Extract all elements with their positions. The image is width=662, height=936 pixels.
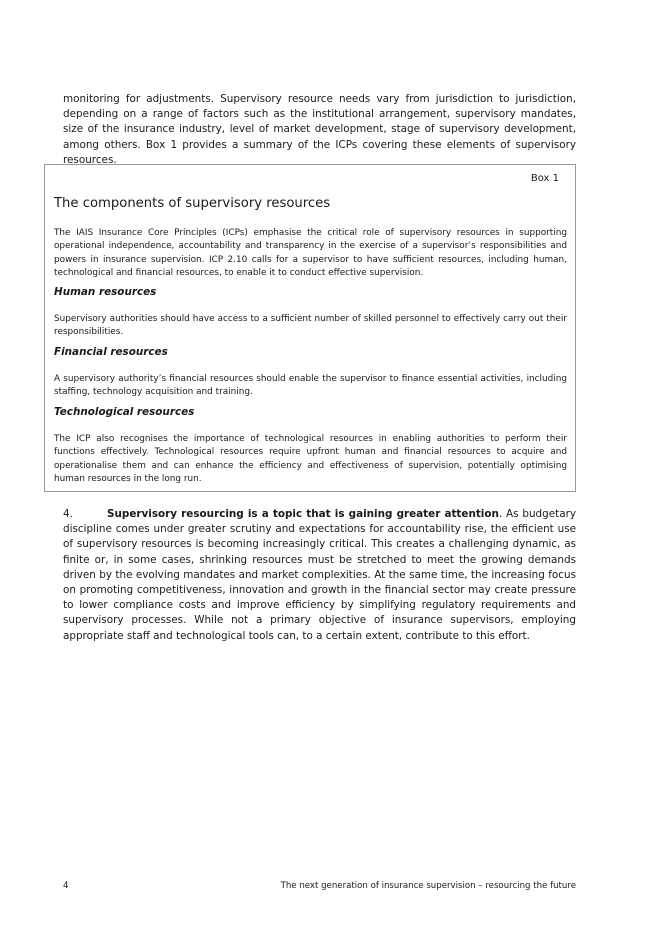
human-resources-text: Supervisory authorities should have access to a sufficient number of skilled personnel to effectively carry out their responsibilities. bbox=[54, 314, 567, 338]
paragraph-number: 4. bbox=[63, 508, 73, 520]
box-title: The components of supervisory resources bbox=[54, 196, 331, 211]
paragraph-lead: Supervisory resourcing is a topic that is gaining greater attention bbox=[107, 508, 499, 520]
paragraph-4 bbox=[63, 507, 576, 644]
box-intro-paragraph: The IAIS Insurance Core Principles (ICPs) emphasise the critical role of supervisory resources in supporting operational independence, accountability and transparency in the exercise of a supervisor’s responsibilities and powers in insurance supervision. ICP 2.10 calls for a supervisor to have sufficient resources, including human, technological and financial resources, to enable it to conduct effective supervision. bbox=[54, 228, 567, 278]
page-number: 4 bbox=[63, 881, 69, 891]
financial-resources-text: A supervisory authority’s financial resources should enable the supervisor to finance essential activities, including staffing, technology acquisition and training. bbox=[54, 374, 567, 398]
human-resources-heading: Human resources bbox=[54, 286, 157, 298]
box-label: Box 1 bbox=[530, 173, 559, 184]
technological-resources-text: The ICP also recognises the importance of technological resources in enabling authorities to perform their functions effectively. Technological resources require upfront human and financial resources to acquire and operationalise them and can enhance the efficiency and effectiveness of supervision, potentially optimising human resources in the long run. bbox=[54, 434, 567, 484]
technological-resources-heading: Technological resources bbox=[54, 406, 195, 418]
footer-title: The next generation of insurance supervision – resourcing the future bbox=[280, 881, 576, 891]
intro-paragraph: monitoring for adjustments. Supervisory resource needs vary from jurisdiction to jurisdiction, depending on a range of factors such as the institutional arrangement, supervisory mandates, size of the insurance industry, level of market development, stage of supervisory development, among others. Box 1 provides a summary of the ICPs covering these elements of supervisory resources. bbox=[63, 93, 576, 166]
financial-resources-heading: Financial resources bbox=[54, 346, 168, 358]
box-1 bbox=[44, 164, 576, 492]
paragraph-text: . As budgetary discipline comes under greater scrutiny and expectations for accountability rise, the efficient use of supervisory resources is becoming increasingly critical. This creates a challenging dynamic, as finite or, in some cases, shrinking resources must be stretched to meet the growing demands driven by the evolving mandates and market complexities. At the same time, the increasing focus on promoting competitiveness, innovation and growth in the financial sector may create pressure to lower compliance costs and improve efficiency by simplifying regulatory requirements and supervisory processes. While not a primary objective of insurance supervisors, employing appropriate staff and technological tools can, to a certain extent, contribute to this effort. bbox=[63, 508, 577, 642]
